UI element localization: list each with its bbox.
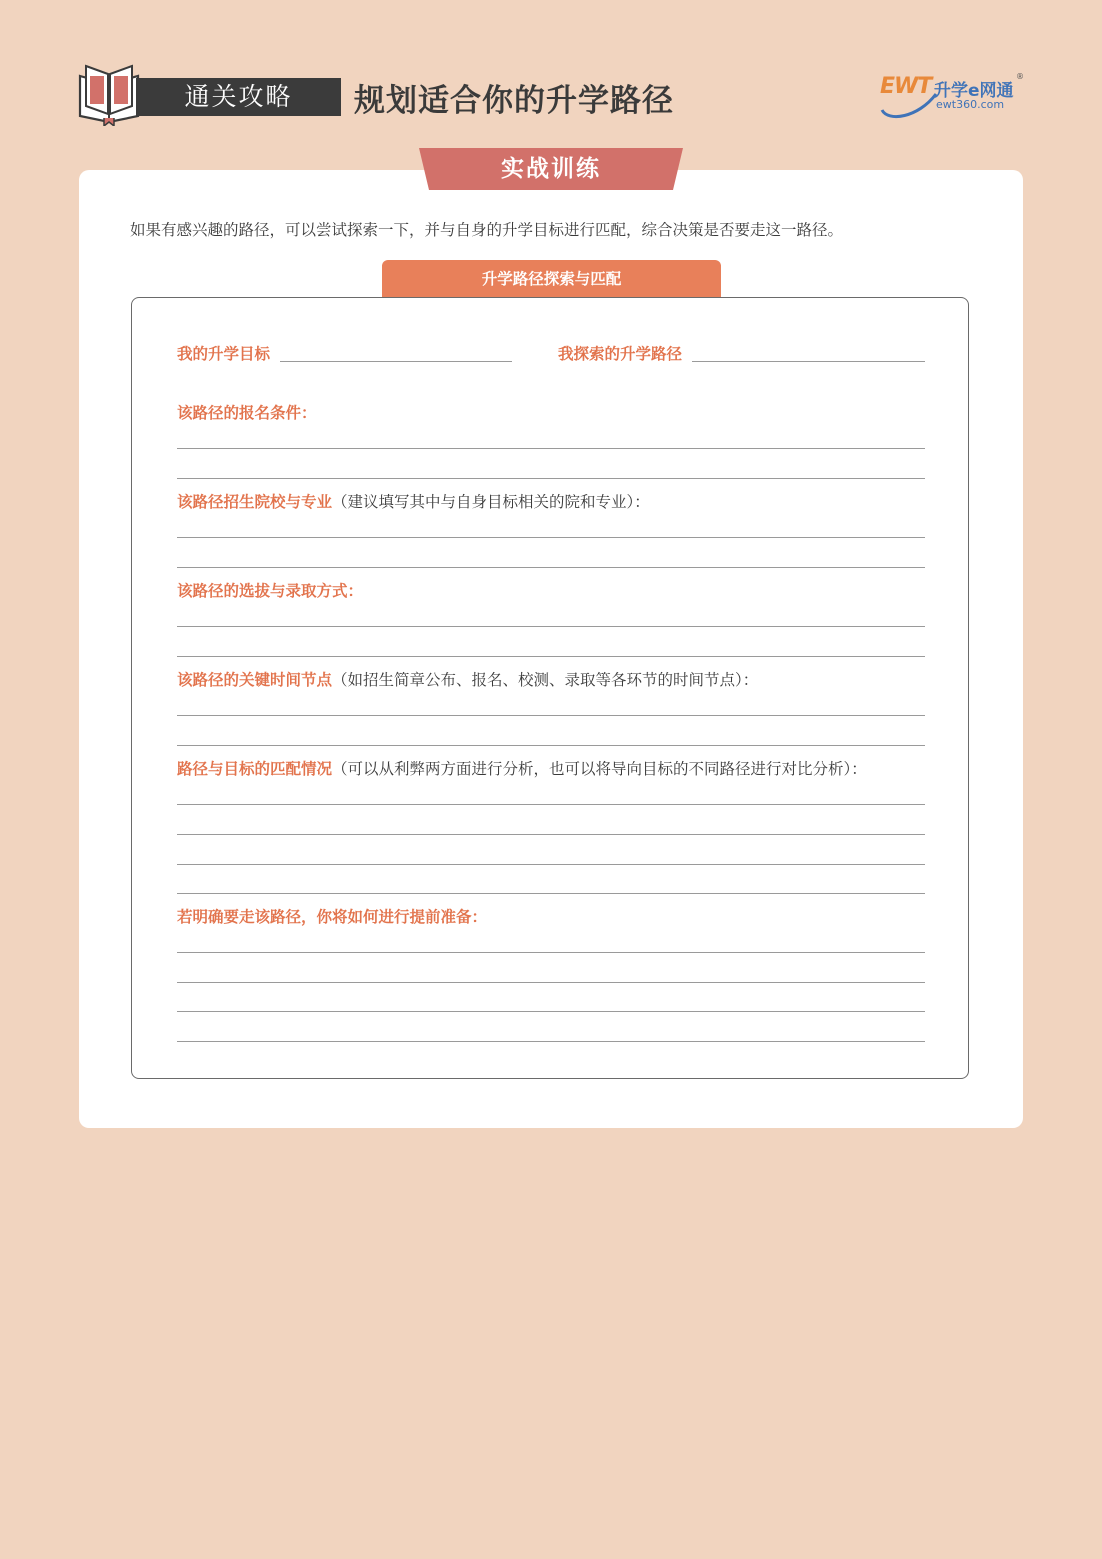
exploration-form [131,297,969,1079]
logo-url: ewt360.com [936,98,1005,111]
path-input-line[interactable] [692,361,925,362]
q5-label [177,757,867,779]
q4-label [177,668,758,690]
answer-line[interactable] [177,864,925,865]
practice-card [79,156,1023,1128]
form-tab-title: 升学路径探索与匹配 [382,260,721,297]
q4-note: （如招生简章公布、报名、校测、录取等各环节的时间节点）： [332,671,759,689]
logo-name: 升学e网通 [934,81,1014,101]
q5-note: （可以从利弊两方面进行分析，也可以将导向目标的不同路径进行对比分析）： [332,760,867,778]
q3-label [177,579,363,601]
section-tag: 通关攻略 [136,78,341,116]
answer-line[interactable] [177,478,925,479]
answer-line[interactable] [177,745,925,746]
answer-line[interactable] [177,656,925,657]
logo-brand: EWT [880,74,932,99]
answer-line[interactable] [177,1041,925,1042]
goal-input-line[interactable] [280,361,512,362]
answer-line[interactable] [177,1011,925,1012]
q1-label [177,401,317,423]
goal-label: 我的升学目标 [177,345,271,363]
q6-title: 若明确要走该路径，你将如何进行提前准备： [177,908,488,926]
intro-text: 如果有感兴趣的路径，可以尝试探索一下，并与自身的升学目标进行匹配，综合决策是否要走这一路径。 [130,221,844,239]
section-banner [419,148,683,190]
answer-line[interactable] [177,567,925,568]
answer-line[interactable] [177,537,925,538]
page-header [78,62,1024,126]
q2-note: （建议填写其中与自身目标相关的院和专业）： [332,493,650,511]
book-icon [78,62,140,126]
answer-line[interactable] [177,448,925,449]
answer-line[interactable] [177,982,925,983]
ewt-logo [878,70,1028,120]
answer-line[interactable] [177,952,925,953]
q6-label [177,905,487,927]
answer-line[interactable] [177,804,925,805]
path-label: 我探索的升学路径 [558,345,683,363]
answer-line[interactable] [177,715,925,716]
banner-title: 实战训练 [501,156,601,182]
logo-registered: ® [1016,72,1024,81]
q5-title: 路径与目标的匹配情况 [177,760,333,778]
q2-label [177,490,650,512]
answer-line[interactable] [177,834,925,835]
answer-line[interactable] [177,893,925,894]
q3-title: 该路径的选拔与录取方式： [177,582,364,600]
q4-title: 该路径的关键时间节点 [177,671,333,689]
q1-title: 该路径的报名条件： [177,404,317,422]
page-title: 规划适合你的升学路径 [354,83,674,119]
q2-title: 该路径招生院校与专业 [177,493,333,511]
answer-line[interactable] [177,626,925,627]
